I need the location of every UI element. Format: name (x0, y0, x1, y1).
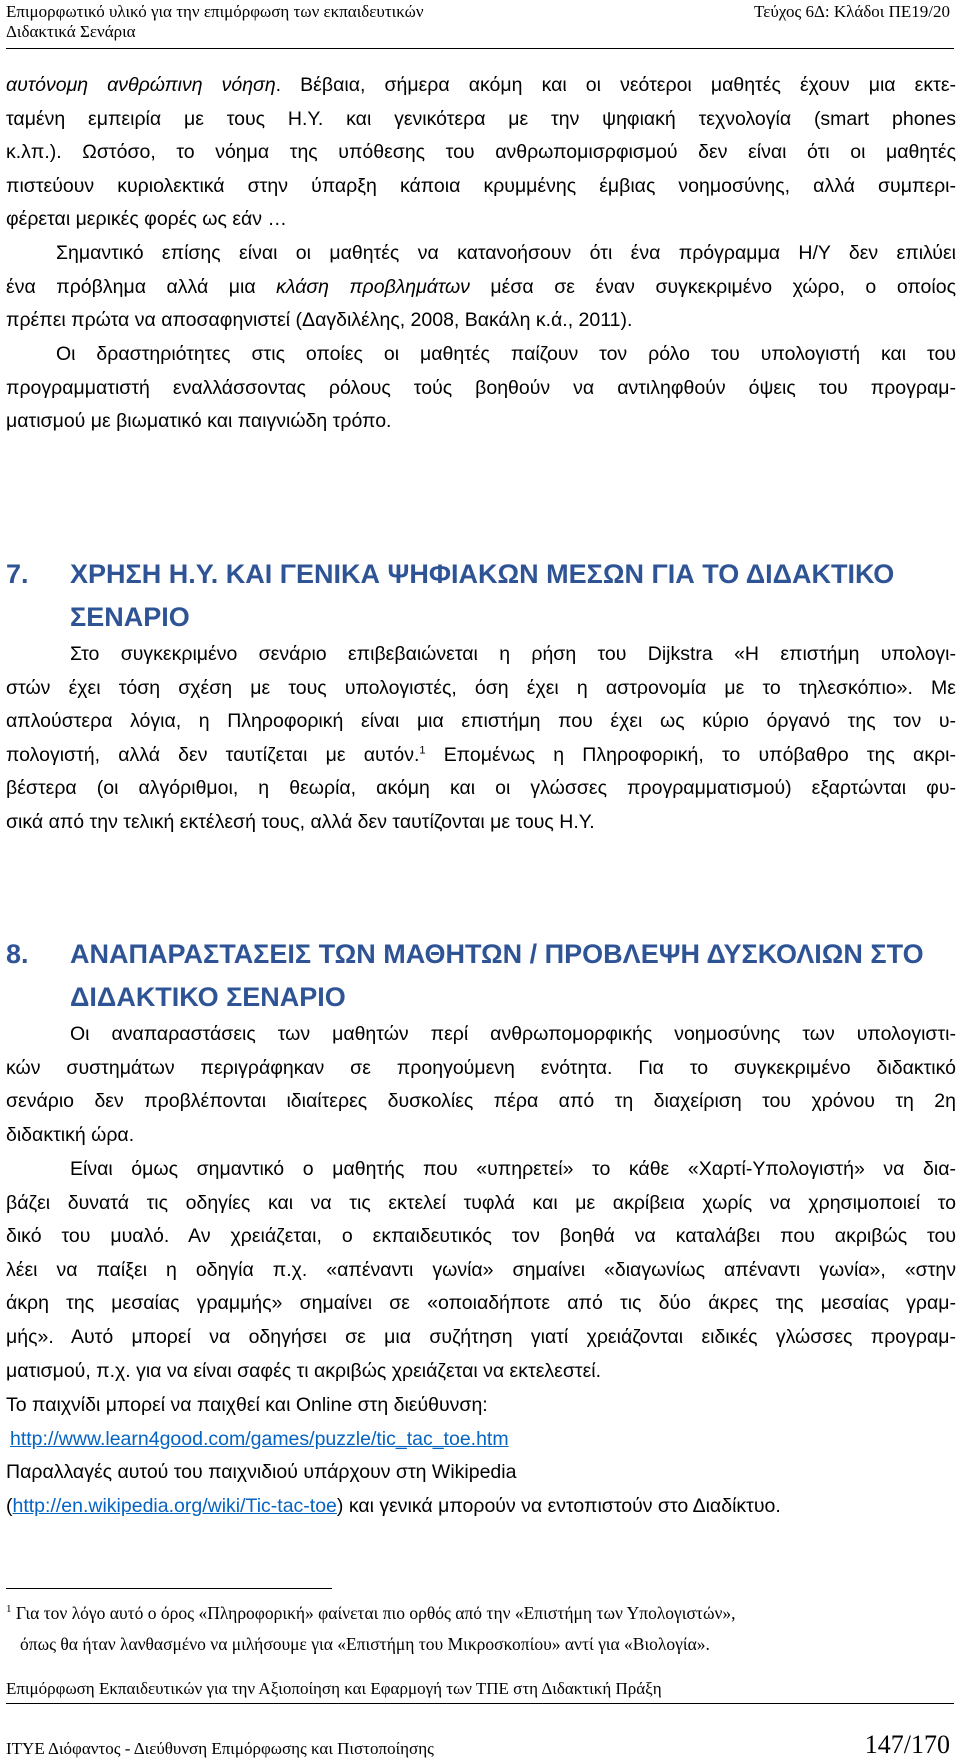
page-number: 147/170 (864, 1730, 950, 1759)
section-8-paragraph-1: Οι αναπαραστάσεις των μαθητών περί ανθρωπομορφικής νοημοσύνης των υπολογιστι- κών συστημάτων περιγράφηκαν σε προηγούμενη ενότητα. Για το συγκεκριμένο διδακτικό σενάριο δεν προβλέπονται ιδιαίτερες δυσκολίες πέρα από τη διαχείριση του χρόνου τη 2η διδακτική ώρα. (6, 1023, 956, 1146)
header-rule (6, 48, 954, 49)
footer-line2: ΙΤΥΕ Διόφαντος - Διεύθυνση Επιμόρφωσης και Πιστοποίησης (6, 1739, 434, 1758)
section-7-heading (6, 553, 956, 639)
header-subtitle: Διδακτικά Σενάρια (6, 22, 136, 41)
header-issue: Τεύχος 6Δ: Κλάδοι ΠΕ19/20 (754, 2, 950, 21)
header-title: Επιμορφωτικό υλικό για την επιμόρφωση των εκπαιδευτικών (6, 2, 424, 21)
intro-paragraph: αυτόνομη ανθρώπινη νόηση. Βέβαια, σήμερα ακόμη και οι νεότεροι μαθητές έχουν μια εκτε- ταμένη εμπειρία με τους Η.Υ. και γενικότερα με την ψηφιακή τεχνολογία (smart phones κ.λπ.). Ωστόσο, το νόημα της υπόθεσης του ανθρωπομισρφισμού δεν είναι ότι οι μαθητές πιστεύουν κυριολεκτικά στην ύπαρξη κάποια κρυμμένης έμβιας νοημοσύνης, αλλά συμπερι- φέρεται μερικές φορές ως εάν … (6, 74, 957, 231)
wikipedia-link[interactable]: http://en.wikipedia.org/wiki/Tic-tac-toe (12, 1494, 337, 1517)
footnote-rule (6, 1588, 332, 1589)
section-7-title-line1: ΧΡΗΣΗ Η.Υ. ΚΑΙ ΓΕΝΙΚΑ ΨΗΦΙΑΚΩΝ ΜΕΣΩΝ ΓΙΑ ΤΟ ΔΙΔΑΚΤΙΚΟ (70, 559, 895, 589)
footnote: $^1$ Για τον λόγο αυτό ο όρος «Πληροφορική» φαίνεται πιο ορθός από την «Επιστήμη των Υπολογιστών», όπως θα ήταν λανθασμένο να μιλήσουμε για «Επιστήμη του Μικροσκοπίου» αντί για «Βιολογία». (6, 1603, 736, 1654)
intro-paragraph-3: Οι δραστηριότητες στις οποίες οι μαθητές παίζουν τον ρόλο του υπολογιστή και του προγραμματιστή εναλλάσσοντας ρόλους τούς βοηθούν να αντιληφθούν όψεις του προγραμ- ματισμού με βιωματικό και παιγνιώδη τρόπο. (6, 343, 956, 433)
section-7-title-line2: ΣΕΝΑΡΙΟ (70, 602, 190, 632)
section-8-heading (6, 933, 956, 1019)
section-8-paragraph-2: Είναι όμως σημαντικό ο μαθητής που «υπηρετεί» το κάθε «Χαρτί-Υπολογιστή» να δια- βάζει δυνατά τις οδηγίες και να τις εκτελεί τυφλά και με ακρίβεια χωρίς να χρησιμοποιεί το δικό του μυαλό. Αν χρειάζεται, ο εκπαιδευτικός τον βοηθά να καταλάβει που ακριβώς του λέει να παίξει η οδηγία π.χ. «απέναντι γωνία» σημαίνει «διαγωνίως απέναντι γωνία», «στην άκρη της μεσαίας γραμμής» σημαίνει σε «οποιαδήποτε από τις δύο άκρες της μεσαίας γραμ- μής». Αυτό μπορεί να οδηγήσει σε μια συζήτηση γιατί χρειάζονται ειδικές γλώσσες προγραμ- ματισμού, π.χ. για να είναι σαφές τι ακριβώς χρειάζεται να εκτελεστεί. (6, 1158, 956, 1382)
footer-rule (6, 1703, 954, 1704)
footnote-ref: 1 (419, 744, 426, 757)
section-8-paragraph-3: Το παιχνίδι μπορεί να παιχθεί και Online στη διεύθυνση: http://www.learn4good.com/games/puzzle/tic_tac_toe.htm Παραλλαγές αυτού του παιχνιδιού υπάρχουν στη Wikipedia (http://en.wikipedia.org/wiki/Tic-tac-toe) και γενικά μπορούν να εντοπιστούν στο Διαδίκτυο. (6, 1394, 781, 1517)
section-8-title-line1: ΑΝΑΠΑΡΑΣΤΑΣΕΙΣ ΤΩΝ ΜΑΘΗΤΩΝ / ΠΡΟΒΛΕΨΗ ΔΥΣΚΟΛΙΩΝ ΣΤΟ (70, 939, 924, 969)
section-7-paragraph: Στο συγκεκριμένο σενάριο επιβεβαιώνεται η ρήση του Dijkstra «Η επιστήμη υπολογι- στών έχει τόση σχέση με τους υπολογιστές, όση έχει η αστρονομία με το τηλεσκόπιο». Με απλούστερα λόγια, η Πληροφορική είναι μια επιστήμη που έχει ως κύριο όργανό της τον υ- πολογιστή, αλλά δεν ταυτίζεται με αυτόν.$^1$ Επομένως η Πληροφορική, το υπόβαθρο της ακρι- βέστερα (οι αλγόριθμοι, η θεωρία, ακόμη και οι γλώσσες προγραμματισμού) εξαρτώνται φυ- σικά από την τελική εκτέλεσή τους, αλλά δεν ταυτίζονται με τους Η.Υ. (6, 643, 956, 833)
section-8-title-line2: ΔΙΔΑΚΤΙΚΟ ΣΕΝΑΡΙΟ (70, 982, 346, 1012)
section-7-number: 7. (6, 559, 29, 589)
section-8-number: 8. (6, 939, 29, 969)
footer-line1: Επιμόρφωση Εκπαιδευτικών για την Αξιοποίηση και Εφαρμογή των ΤΠΕ στη Διδακτική Πράξη (6, 1679, 662, 1698)
intro-paragraph-2: Σημαντικό επίσης είναι οι μαθητές να κατανοήσουν ότι ένα πρόγραμμα Η/Υ δεν επιλύει ένα πρόβλημα αλλά μια κλάση προβλημάτων μέσα σε έναν συγκεκριμένο χώρο, ο οποίος πρέπει πρώτα να αποσαφηνιστεί (Δαγδιλέλης, 2008, Βακάλη κ.ά., 2011). (6, 242, 956, 332)
learn4good-link[interactable]: http://www.learn4good.com/games/puzzle/tic_tac_toe.htm (10, 1427, 509, 1450)
